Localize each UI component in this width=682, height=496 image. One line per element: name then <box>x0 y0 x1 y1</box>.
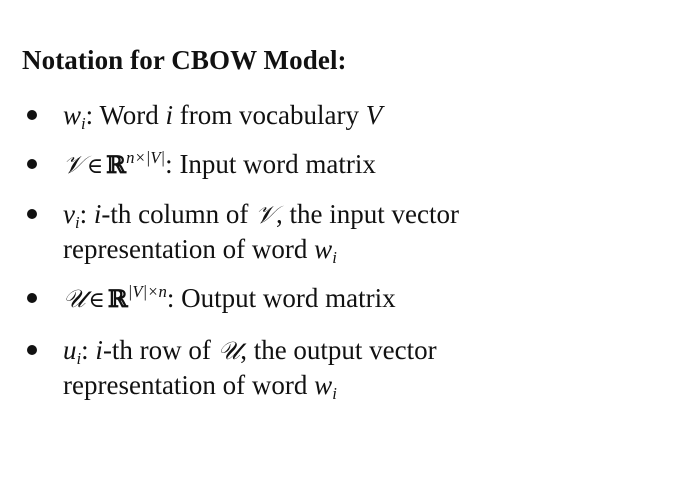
subscript-i: i <box>76 349 82 369</box>
index-var: i <box>95 335 103 365</box>
symbol-input-matrix: 𝒱 <box>63 150 84 179</box>
bullet-icon <box>27 209 37 219</box>
relation-in: ∈ <box>86 154 104 179</box>
item-text-2: , the output vector <box>240 335 437 365</box>
item-text-line2: representation of word <box>63 234 308 264</box>
field-reals: ℝ <box>107 284 128 313</box>
symbol-u: u <box>63 335 77 365</box>
subscript-i: i <box>332 248 337 268</box>
bullet-icon <box>27 159 37 169</box>
item-text: Output word matrix <box>181 283 396 313</box>
notation-heading: Notation for CBOW Model: <box>22 45 347 75</box>
bullet-icon <box>27 110 37 120</box>
item-line <box>63 148 623 183</box>
item-line <box>63 282 623 317</box>
item-body <box>63 282 623 317</box>
bullet-icon <box>27 345 37 355</box>
subscript-i: i <box>74 213 80 233</box>
item-text-2: , the input vector <box>275 199 459 229</box>
item-text: Word <box>99 100 159 130</box>
item-line <box>63 334 623 369</box>
subscript-i: i <box>332 384 337 404</box>
relation-in: ∈ <box>88 288 105 313</box>
field-reals: ℝ <box>106 150 127 179</box>
symbol-w: w <box>314 370 333 400</box>
item-text-line2: representation of word <box>63 370 308 400</box>
item-text: Input word matrix <box>179 149 376 179</box>
bullet-icon <box>27 293 37 303</box>
item-body <box>63 148 623 183</box>
superscript-dims: |V|×n <box>127 281 167 301</box>
item-text: -th row of <box>102 335 211 365</box>
item-line <box>63 198 623 233</box>
item-body <box>63 198 623 268</box>
symbol-v: v <box>63 199 75 229</box>
subscript-i: i <box>81 114 86 134</box>
superscript-dims: n×|V| <box>126 147 166 167</box>
vocab-var: V <box>365 100 383 130</box>
item-text: -th column of <box>101 199 249 229</box>
item-line-2 <box>63 233 623 268</box>
item-body <box>63 334 623 404</box>
symbol-w: w <box>314 234 333 264</box>
item-line <box>63 99 623 134</box>
matrix-symbol: 𝒰 <box>217 336 241 365</box>
index-var: i <box>93 199 102 229</box>
item-body <box>63 99 623 134</box>
index-var: i <box>165 100 174 130</box>
item-line-2 <box>63 369 623 404</box>
separator: : <box>165 149 173 179</box>
symbol-output-matrix: 𝒰 <box>63 284 86 313</box>
item-text-2: from vocabulary <box>179 100 359 130</box>
separator: : <box>85 100 94 130</box>
separator: : <box>79 199 88 229</box>
symbol-w: w <box>63 100 82 130</box>
matrix-symbol: 𝒱 <box>255 200 276 229</box>
separator: : <box>166 283 175 313</box>
separator: : <box>81 335 89 365</box>
